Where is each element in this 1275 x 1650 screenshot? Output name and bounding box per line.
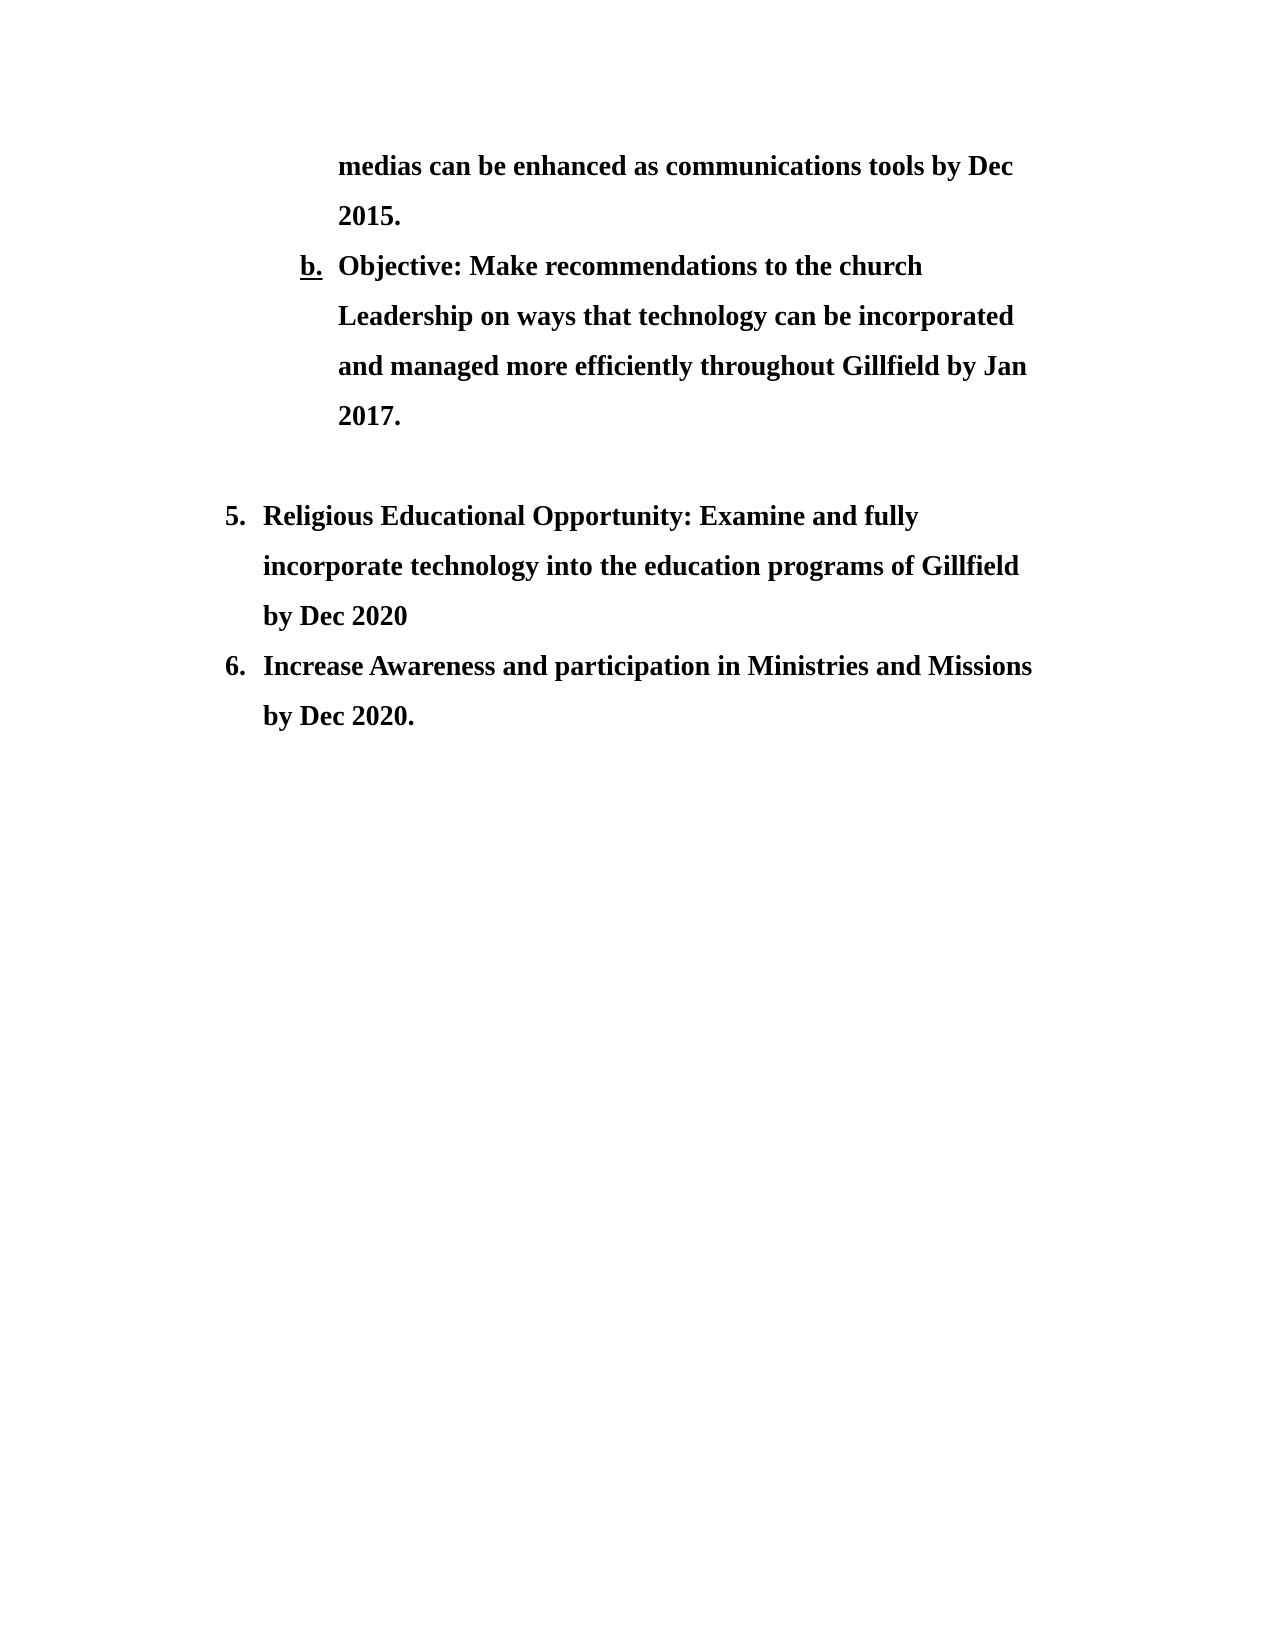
objective-b-line-2: Leadership on ways that technology can be incorporated (338, 301, 1014, 332)
item-5-line-3: by Dec 2020 (263, 601, 408, 632)
item-6-line-2: by Dec 2020. (263, 701, 415, 732)
item-5-line-1: Religious Educational Opportunity: Examine and fully (263, 501, 919, 532)
item-5-number: 5. (225, 501, 246, 532)
objective-b-marker: b. (300, 251, 323, 282)
item-6-number: 6. (225, 651, 246, 682)
item-5-line-2: incorporate technology into the education programs of Gillfield (263, 551, 1020, 582)
continuation-line-1: medias can be enhanced as communications tools by Dec (338, 151, 1014, 182)
objective-b-line-3: and managed more efficiently throughout Gillfield by Jan (338, 351, 1027, 382)
objective-b-line-4: 2017. (338, 401, 401, 432)
objective-b-line-1: Objective: Make recommendations to the church (338, 251, 923, 282)
item-6-line-1: Increase Awareness and participation in Ministries and Missions (263, 651, 1033, 682)
continuation-line-2: 2015. (338, 201, 401, 232)
